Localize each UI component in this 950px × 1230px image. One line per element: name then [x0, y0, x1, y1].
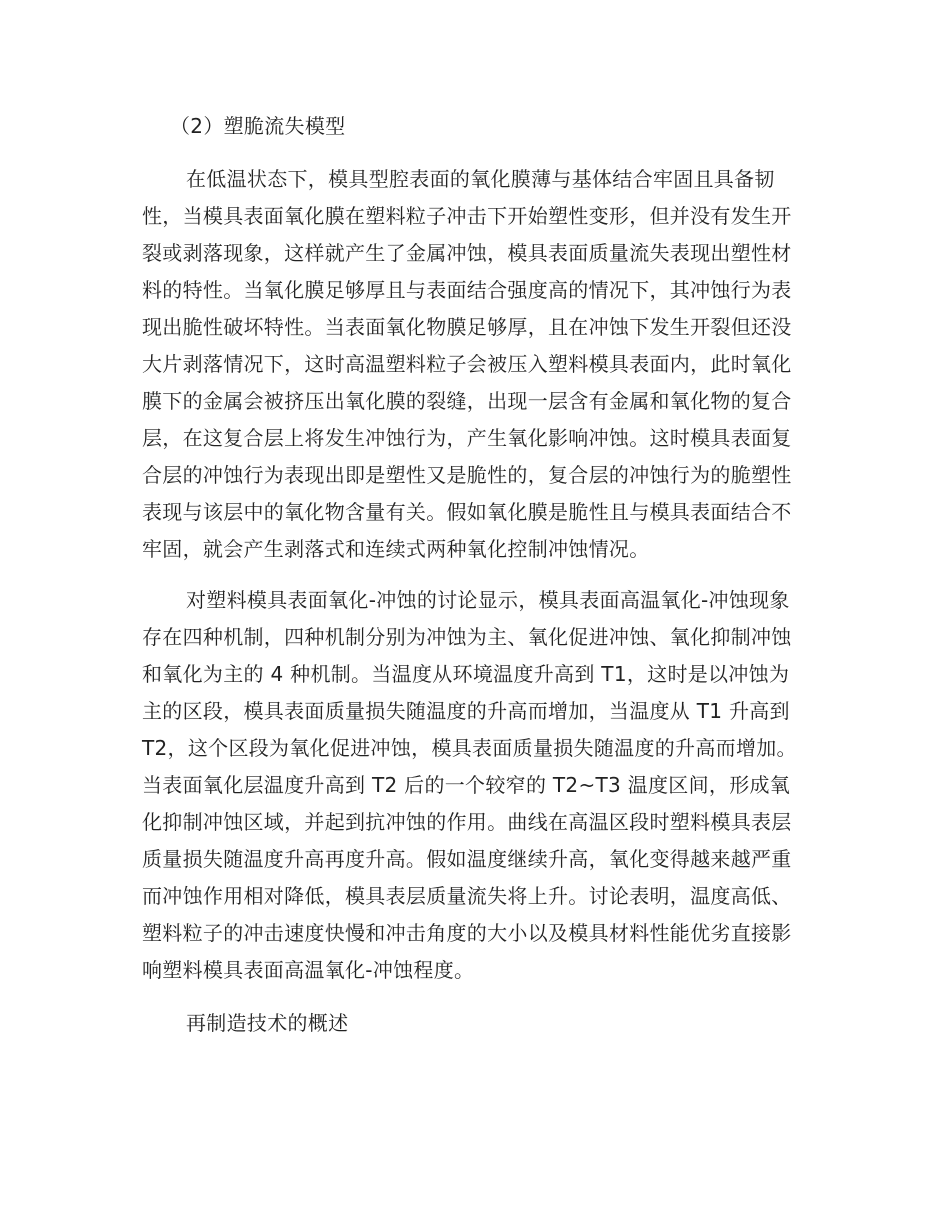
paragraph: 在低温状态下，模具型腔表面的氧化膜薄与基体结合牢固且具备韧性，当模具表面氧化膜在塑料粒子冲击下开始塑性变形，但并没有发生开裂或剥落现象，这样就产生了金属冲蚀，模具表面质量流失表现出塑性材料的特性。当氧化膜足够厚且与表面结合强度高的情况下，其冲蚀行为表现出脆性破坏特性。当表面氧化物膜足够厚，且在冲蚀下发生开裂但还没大片剥落情况下，这时高温塑料粒子会被压入塑料模具表面内，此时氧化膜下的金属会被挤压出氧化膜的裂缝，出现一层含有金属和氧化物的复合层，在这复合层上将发生冲蚀行为，产生氧化影响冲蚀。这时模具表面复合层的冲蚀行为表现出即是塑性又是脆性的，复合层的冲蚀行为的脆塑性表现与该层中的氧化物含量有关。假如氧化膜是脆性且与模具表面结合不牢固，就会产生剥落式和连续式两种氧化控制冲蚀情况。: [142, 167, 792, 561]
subheading: （2）塑脆流失模型: [170, 114, 346, 138]
document-body: [142, 108, 808, 1042]
paragraph: 对塑料模具表面氧化-冲蚀的讨论显示，模具表面高温氧化-冲蚀现象存在四种机制，四种机制分别为冲蚀为主、氧化促进冲蚀、氧化抑制冲蚀和氧化为主的 4 种机制。当温度从环境温度升高到 T1，这时是以冲蚀为主的区段，模具表面质量损失随温度的升高而增加，当温度从 T1 升高到 T2，这个区段为氧化促进冲蚀，模具表面质量损失随温度的升高而增加。当表面氧化层温度升高到 T2 后的一个较窄的 T2~T3 温度区间，形成氧化抑制冲蚀区域，并起到抗冲蚀的作用。曲线在高温区段时塑料模具表层质量损失随温度升高再度升高。假如温度继续升高，氧化变得越来越严重而冲蚀作用相对降低，模具表层质量流失将上升。讨论表明，温度高低、塑料粒子的冲击速度快慢和冲击角度的大小以及模具材料性能优劣直接影响塑料模具表面高温氧化-冲蚀程度。: [142, 588, 797, 982]
section-heading: 再制造技术的概述: [186, 1011, 349, 1035]
